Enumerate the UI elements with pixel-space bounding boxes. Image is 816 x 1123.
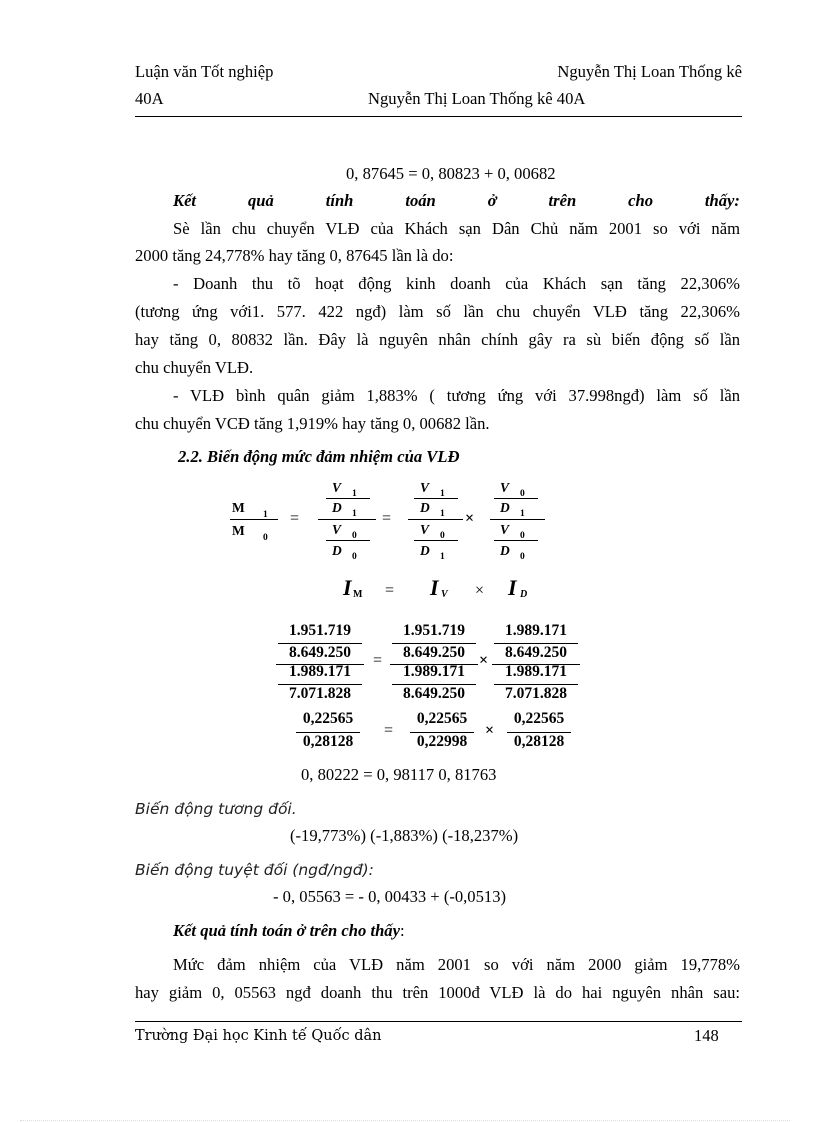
paragraph-2-line-3: hay tăng 0, 80832 lần. Đây là nguyên nhân chính gây ra sù biến động số lần [135, 330, 740, 349]
final-paragraph-line-1: Mức đảm nhiệm của VLĐ năm 2001 so với năm 2000 giảm 19,778% [173, 955, 740, 974]
absolute-change-label: Biến động tuyệt đối (ngđ/ngđ): [135, 861, 374, 879]
header-class-left: 40A [135, 89, 164, 108]
footer-school: Trường Đại học Kinh tế Quốc dân [135, 1028, 382, 1044]
relative-change-label: Biến động tương đối. [135, 800, 297, 818]
paragraph-3-line-1: - VLĐ bình quân giảm 1,883% ( tương ứng với 37.998ngđ) làm số lần [173, 386, 740, 405]
paragraph-2-line-2: (tương ứng với1. 577. 422 ngđ) làm số lần chu chuyển VLĐ tăng 22,306% [135, 302, 740, 321]
section-heading: 2.2. Biến động mức đảm nhiệm của VLĐ [178, 447, 460, 466]
header-author-center: Nguyễn Thị Loan Thống kê 40A [368, 89, 586, 108]
result-line: 0, 80222 = 0, 98117 0, 81763 [301, 765, 497, 784]
absolute-change-values: - 0, 05563 = - 0, 00433 + (-0,0513) [273, 887, 507, 906]
paragraph-1-line-2: 2000 tăng 24,778% hay tăng 0, 87645 lần là do: [135, 246, 454, 265]
footer-divider [135, 1021, 742, 1022]
header-author-right: Nguyễn Thị Loan Thống kê [557, 62, 742, 81]
equation-top: 0, 87645 = 0, 80823 + 0, 00682 [346, 164, 556, 183]
final-paragraph-line-2: hay giảm 0, 05563 ngđ doanh thu trên 1000đ VLĐ là do hai nguyên nhân sau: [135, 983, 740, 1002]
page-bottom-dotted-line [20, 1120, 790, 1121]
paragraph-1-line-1: Sè lần chu chuyển VLĐ của Khách sạn Dân Chủ năm 2001 so với năm [173, 219, 740, 238]
paragraph-2-line-4: chu chuyển VLĐ. [135, 358, 254, 377]
conclusion-heading-2: Kết quả tính toán ở trên cho thấy: [173, 921, 405, 940]
header-author-left: Luận văn Tốt nghiệp [135, 62, 274, 81]
relative-change-values: (-19,773%) (-1,883%) (-18,237%) [290, 826, 519, 845]
header-divider [135, 116, 742, 117]
conclusion-heading: Kết quả tính toán ở trên cho thấy: [173, 191, 740, 210]
page-number: 148 [694, 1026, 719, 1045]
paragraph-3-line-2: chu chuyển VCĐ tăng 1,919% hay tăng 0, 00682 lần. [135, 414, 490, 433]
paragraph-2-line-1: - Doanh thu tõ hoạt động kinh doanh của Khách sạn tăng 22,306% [173, 274, 740, 293]
